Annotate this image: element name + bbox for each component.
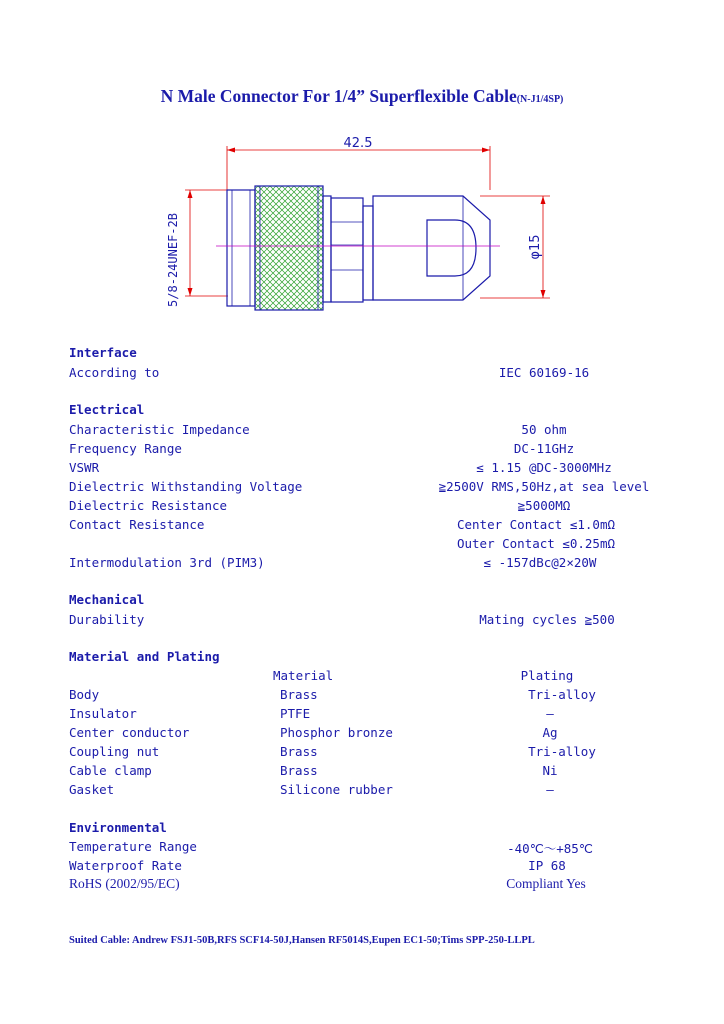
electrical-label-2: VSWR bbox=[69, 460, 100, 475]
material-plating-4: Ni bbox=[542, 763, 558, 778]
suited-cable-note: Suited Cable: Andrew FSJ1-50B,RFS SCF14-50J,Hansen RF5014S,Eupen EC1-50;Tims SPP-250-LLPL bbox=[69, 935, 535, 946]
plating-column-header: Plating bbox=[520, 668, 574, 683]
material-part-2: Center conductor bbox=[69, 725, 190, 740]
mechanical-heading: Mechanical bbox=[69, 592, 145, 607]
environmental-label-1: Waterproof Rate bbox=[69, 858, 182, 873]
material-part-4: Cable clamp bbox=[69, 763, 152, 778]
electrical-value-1: DC-11GHz bbox=[513, 441, 575, 456]
material-material-2: Phosphor bronze bbox=[280, 725, 393, 740]
environmental-value-0: -40℃～+85℃ bbox=[507, 841, 593, 856]
electrical-value-0: 50 ohm bbox=[521, 422, 567, 437]
electrical-value-7: ≤ -157dBc@2×20W bbox=[483, 555, 597, 570]
mechanical-label-0: Durability bbox=[69, 612, 145, 627]
electrical-label-5: Contact Resistance bbox=[69, 517, 205, 532]
diameter-dim-label: φ15 bbox=[528, 234, 543, 260]
title-code: (N-J1/4SP) bbox=[516, 94, 564, 105]
electrical-value-2: ≤ 1.15 @DC-3000MHz bbox=[476, 460, 612, 475]
length-dimension bbox=[227, 136, 490, 190]
material-part-0: Body bbox=[69, 687, 100, 702]
electrical-label-1: Frequency Range bbox=[69, 441, 182, 456]
material-plating-3: Tri-alloy bbox=[528, 744, 596, 759]
material-plating-2: Ag bbox=[542, 725, 558, 740]
interface-label-0: According to bbox=[69, 365, 160, 380]
material-part-1: Insulator bbox=[69, 706, 137, 721]
environmental-value-2: Compliant Yes bbox=[506, 876, 586, 891]
environmental-value-1: IP 68 bbox=[528, 858, 566, 873]
environmental-heading: Environmental bbox=[69, 820, 167, 835]
length-dim-label: 42.5 bbox=[343, 136, 373, 151]
material-plating-1: — bbox=[546, 706, 554, 721]
electrical-value-5: Center Contact ≤1.0mΩ bbox=[456, 517, 616, 532]
electrical-value-6: Outer Contact ≤0.25mΩ bbox=[456, 536, 616, 551]
material-material-3: Brass bbox=[280, 744, 318, 759]
material-column-header: Material bbox=[273, 668, 334, 683]
title-main: N Male Connector For 1/4” Superflexible Cable bbox=[160, 86, 517, 106]
electrical-heading: Electrical bbox=[69, 402, 145, 417]
interface-heading: Interface bbox=[69, 345, 137, 360]
material-part-3: Coupling nut bbox=[69, 744, 160, 759]
electrical-label-0: Characteristic Impedance bbox=[69, 422, 250, 437]
electrical-value-4: ≧5000MΩ bbox=[517, 498, 571, 513]
material-material-1: PTFE bbox=[280, 706, 311, 721]
environmental-label-0: Temperature Range bbox=[69, 839, 197, 854]
material-plating-5: — bbox=[546, 782, 554, 797]
electrical-label-7: Intermodulation 3rd (PIM3) bbox=[69, 555, 265, 570]
electrical-label-3: Dielectric Withstanding Voltage bbox=[69, 479, 303, 494]
connector-body bbox=[227, 186, 490, 310]
electrical-value-3: ≧2500V RMS,50Hz,at sea level bbox=[438, 479, 650, 494]
material-material-4: Brass bbox=[280, 763, 318, 778]
material-material-0: Brass bbox=[280, 687, 318, 702]
connector-drawing bbox=[0, 0, 724, 330]
thread-dimension bbox=[166, 190, 228, 307]
electrical-label-4: Dielectric Resistance bbox=[69, 498, 228, 513]
material-heading: Material and Plating bbox=[69, 649, 220, 664]
environmental-label-2: RoHS (2002/95/EC) bbox=[69, 876, 180, 891]
thread-dim-label: 5/8-24UNEF-2B bbox=[166, 213, 180, 307]
material-material-5: Silicone rubber bbox=[280, 782, 393, 797]
mechanical-value-0: Mating cycles ≧500 bbox=[479, 612, 615, 627]
material-part-5: Gasket bbox=[69, 782, 115, 797]
material-plating-0: Tri-alloy bbox=[528, 687, 596, 702]
interface-value-0: IEC 60169-16 bbox=[498, 365, 590, 380]
